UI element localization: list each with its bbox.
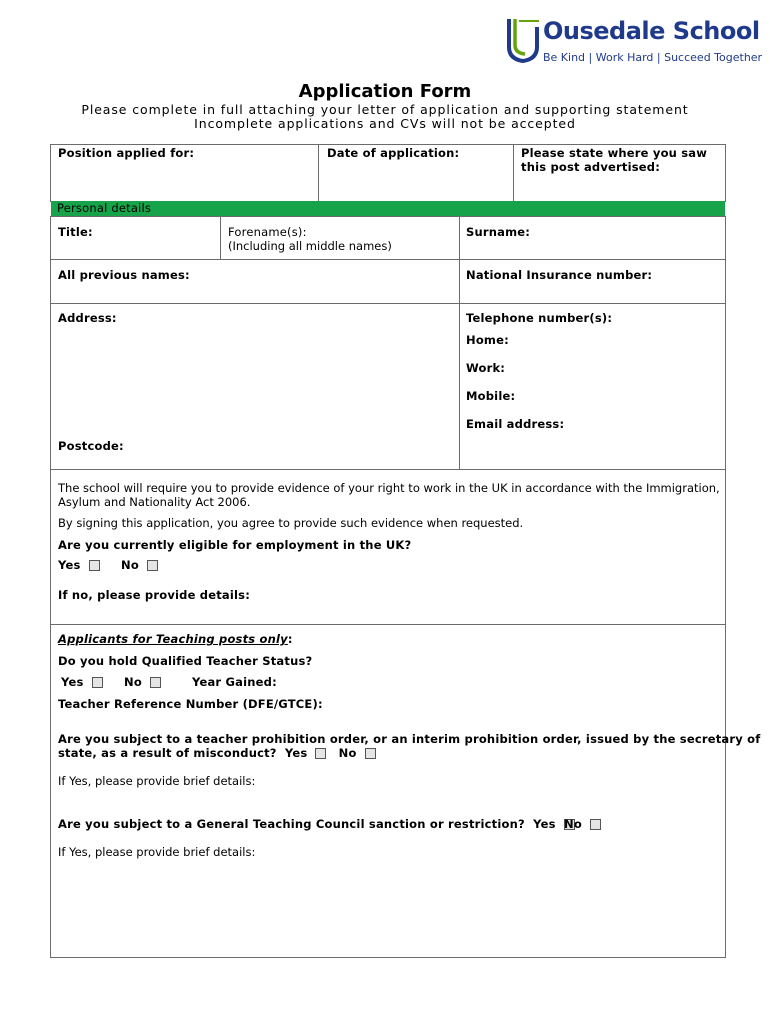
- gtc-question-text: Are you subject to a General Teaching Council sanction or restriction?: [58, 817, 525, 831]
- eligibility-no-option: [121, 558, 158, 572]
- forename-field-label[interactable]: Forename(s):: [228, 225, 307, 239]
- prohibition-question-line1: Are you subject to a teacher prohibition order, or an interim prohibition order, issued by the secretary of: [58, 732, 761, 746]
- ni-number-field-label[interactable]: National Insurance number:: [466, 268, 653, 282]
- email-field-label[interactable]: Email address:: [466, 417, 565, 431]
- advertised-label-line1[interactable]: Please state where you saw: [521, 146, 708, 160]
- prohibition-no-label: No: [338, 746, 357, 760]
- school-tagline: Be Kind | Work Hard | Succeed Together: [543, 51, 763, 64]
- prohibition-no-checkbox[interactable]: [365, 748, 376, 759]
- gtc-details-label[interactable]: If Yes, please provide brief details:: [58, 845, 256, 859]
- mobile-phone-field-label[interactable]: Mobile:: [466, 389, 516, 403]
- form-subtitle-1: Please complete in full attaching your letter of application and supporting statement: [81, 102, 689, 117]
- prohibition-question-line2: [58, 746, 376, 760]
- prohibition-yes-checkbox[interactable]: [315, 748, 326, 759]
- qts-question: Do you hold Qualified Teacher Status?: [58, 654, 313, 668]
- qts-yes-checkbox[interactable]: [92, 677, 103, 688]
- school-name: Ousedale School: [543, 17, 760, 45]
- prohibition-details-label[interactable]: If Yes, please provide brief details:: [58, 774, 256, 788]
- gtc-question: [58, 817, 575, 831]
- prohibition-question-line2-text: state, as a result of misconduct?: [58, 746, 277, 760]
- gtc-yes-label: Yes: [533, 817, 556, 831]
- title-field-label[interactable]: Title:: [58, 225, 93, 239]
- date-of-application-label[interactable]: Date of application:: [327, 146, 460, 160]
- prohibition-yes-label: Yes: [284, 746, 308, 760]
- personal-details-header: [51, 201, 725, 216]
- teaching-heading-colon: :: [287, 632, 293, 646]
- qts-no-checkbox[interactable]: [150, 677, 161, 688]
- gtc-no-label: No: [564, 817, 582, 831]
- qts-no-label: No: [124, 675, 142, 689]
- teacher-reference-field-label[interactable]: Teacher Reference Number (DFE/GTCE):: [58, 697, 323, 711]
- right-to-work-para2: By signing this application, you agree to provide such evidence when requested.: [58, 516, 524, 530]
- eligibility-no-label: No: [121, 558, 139, 572]
- eligibility-question: Are you currently eligible for employment in the UK?: [58, 538, 412, 552]
- previous-names-field-label[interactable]: All previous names:: [58, 268, 190, 282]
- telephone-label: Telephone number(s):: [466, 311, 613, 325]
- form-title: Application Form: [298, 81, 472, 102]
- eligibility-yes-checkbox[interactable]: [89, 560, 100, 571]
- eligibility-details-label[interactable]: If no, please provide details:: [58, 588, 251, 602]
- qts-no-option: [124, 675, 161, 689]
- gtc-no-option: [564, 817, 601, 831]
- teaching-section-heading: [58, 632, 293, 646]
- advertised-label-line2: this post advertised:: [521, 160, 661, 174]
- eligibility-yes-label: Yes: [58, 558, 81, 572]
- shield-logo-icon: [505, 17, 541, 63]
- eligibility-yes-option: [58, 558, 100, 572]
- year-gained-field-label[interactable]: Year Gained:: [192, 675, 277, 689]
- work-phone-field-label[interactable]: Work:: [466, 361, 506, 375]
- gtc-no-checkbox[interactable]: [590, 819, 601, 830]
- personal-details-title: Personal details: [57, 201, 152, 215]
- eligibility-no-checkbox[interactable]: [147, 560, 158, 571]
- right-to-work-para1-line2: Asylum and Nationality Act 2006.: [58, 495, 251, 509]
- qts-yes-label: Yes: [61, 675, 84, 689]
- forename-note: (Including all middle names): [228, 239, 392, 253]
- form-subtitle-2: Incomplete applications and CVs will not be accepted: [194, 116, 576, 131]
- qts-yes-option: [61, 675, 103, 689]
- surname-field-label[interactable]: Surname:: [466, 225, 531, 239]
- address-field-label[interactable]: Address:: [58, 311, 117, 325]
- position-applied-label[interactable]: Position applied for:: [58, 146, 195, 160]
- postcode-field-label[interactable]: Postcode:: [58, 439, 124, 453]
- right-to-work-para1-line1: The school will require you to provide evidence of your right to work in the UK in accordance with the Immigration,: [58, 481, 720, 495]
- teaching-heading-text: Applicants for Teaching posts only: [58, 632, 288, 646]
- home-phone-field-label[interactable]: Home:: [466, 333, 509, 347]
